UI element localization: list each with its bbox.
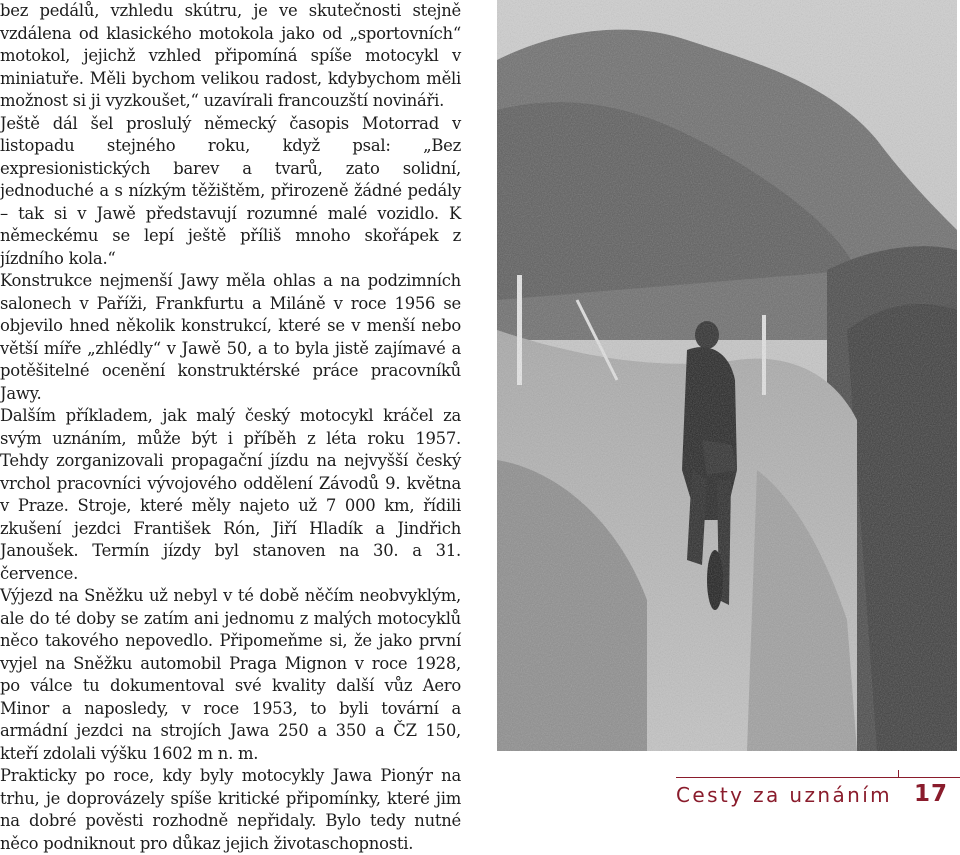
- article-text-column: [0, 0, 461, 855]
- paragraph-6: Prakticky po roce, kdy byly motocykly Jawa Pionýr na trhu, je doprovázely spíše kritické připomínky, které jim na dobré pověsti rozhodně nepřidaly. Bylo tedy nutné něco podniknout pro důkaz jejich životaschopnosti.: [0, 766, 461, 853]
- photo-image: [497, 0, 957, 751]
- running-footer-title: Cesty za uznáním: [676, 783, 893, 807]
- paragraph-5: Výjezd na Sněžku už nebyl v té době něčím neobvyklým, ale do té doby se zatím ani jednomu z malých motocyklů něco takového nepovedlo. Připomeňme si, že jako první vyjel na Sněžku automobil Praga Mignon v roce 1928, po válce tu dokumentoval své kvality další vůz Aero Minor a naposledy, v roce 1953, to byli tovární a armádní jezdci na strojích Jawa 250 a 350 a ČZ 150, kteří zdolali výšku 1602 m n. m.: [0, 586, 461, 763]
- historic-photo-snezka-ride: [497, 0, 957, 751]
- paragraph-4: Dalším příkladem, jak malý český motocykl kráčel za svým uznáním, může být i příběh z léta roku 1957. Tehdy zorganizovali propagační jízdu na nejvyšší český vrchol pracovníci vývojového oddělení Závodů 9. května v Praze. Stroje, které měly najeto už 7 000 km, řídili zkušení jezdci František Rón, Jiří Hladík a Jindřich Janoušek. Termín jízdy byl stanoven na 30. a 31. července.: [0, 406, 461, 583]
- page-number: 17: [914, 781, 949, 807]
- footer-divider-tick: [898, 770, 899, 778]
- paragraph-2: Ještě dál šel proslulý německý časopis Motorrad v listopadu stejného roku, když psal: „Bez expresionistických barev a tvarů, zato solidní, jednoduché a s nízkým těžištěm, přirozeně žádné pedály – tak si v Jawě představují rozumné malé vozidlo. K německému se lepí ještě příliš mnoho skořápek z jízdního kola.“: [0, 113, 461, 268]
- paragraph-1: bez pedálů, vzhledu skútru, je ve skutečnosti stejně vzdálena od klasického motokola jako od „sportovních“ motokol, jejichž vzhled připomíná spíše motocykl v miniatuře. Měli bychom velikou radost, kdybychom měli možnost si ji vyzkoušet,“ uzavírali francouzští novináři.: [0, 1, 461, 110]
- paragraph-3: Konstrukce nejmenší Jawy měla ohlas a na podzimních salonech v Paříži, Frankfurtu a Miláně v roce 1956 se objevilo hned několik konstrukcí, které se v menší nebo větší míře „zhlédly“ v Jawě 50, a to byla jistě zajímavé a potěšitelné ocenění konstruktérské práce pracovníků Jawy.: [0, 271, 461, 403]
- footer-rule: [676, 777, 960, 778]
